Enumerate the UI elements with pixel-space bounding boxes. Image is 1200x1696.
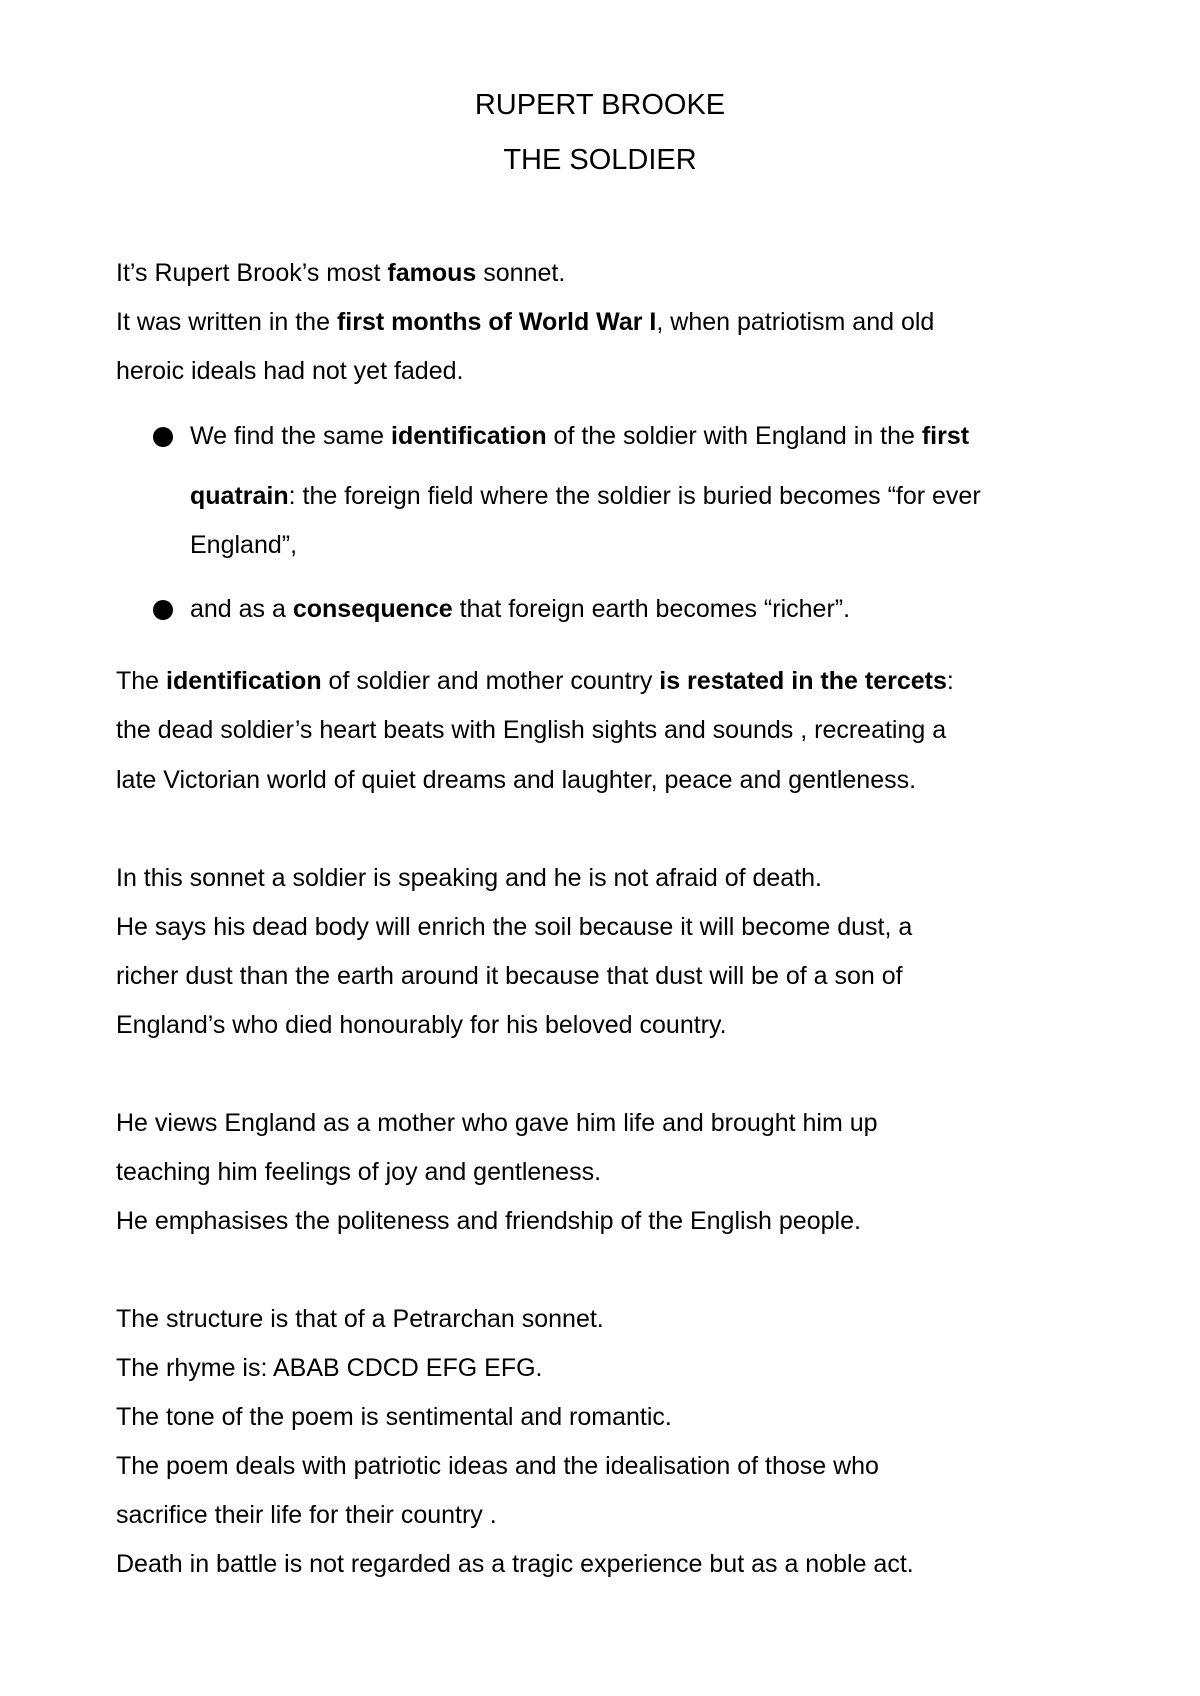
speaker-line-4: England’s who died honourably for his beloved country.	[116, 1011, 727, 1039]
speaker-line-3: richer dust than the earth around it because that dust will be of a son of	[116, 962, 903, 990]
tercets-line-1: The identification of soldier and mother country is restated in the tercets:	[116, 667, 954, 695]
speaker-line-2: He says his dead body will enrich the soil because it will become dust, a	[116, 913, 913, 941]
mother-line-1: He views England as a mother who gave him life and brought him up	[116, 1109, 878, 1137]
mother-line-3: He emphasises the politeness and friendship of the English people.	[116, 1207, 861, 1235]
intro-line-3: heroic ideals had not yet faded.	[116, 357, 464, 385]
bullet-2-line: and as a consequence that foreign earth becomes “richer”.	[190, 595, 851, 623]
bullet-1-line-1: We find the same identification of the soldier with England in the first	[190, 422, 970, 450]
mother-line-2: teaching him feelings of joy and gentleness.	[116, 1158, 602, 1186]
intro-line-2: It was written in the first months of World War I, when patriotism and old	[116, 308, 935, 336]
author-heading: RUPERT BROOKE	[474, 89, 726, 121]
bullet-1-line-3: England”,	[190, 531, 298, 559]
tercets-line-3: late Victorian world of quiet dreams and laughter, peace and gentleness.	[116, 766, 917, 794]
structure-line-4: The poem deals with patriotic ideas and the idealisation of those who	[116, 1452, 879, 1480]
tercets-line-2: the dead soldier’s heart beats with English sights and sounds , recreating a	[116, 716, 947, 744]
intro-line-1: It’s Rupert Brook’s most famous sonnet.	[116, 259, 566, 287]
structure-line-3: The tone of the poem is sentimental and romantic.	[116, 1403, 672, 1431]
poem-title: THE SOLDIER	[503, 144, 697, 176]
bullet-icon	[153, 427, 173, 447]
structure-line-1: The structure is that of a Petrarchan sonnet.	[116, 1305, 604, 1333]
structure-line-6: Death in battle is not regarded as a tragic experience but as a noble act.	[116, 1550, 914, 1578]
structure-line-5: sacrifice their life for their country .	[116, 1501, 497, 1529]
bullet-1-line-2: quatrain: the foreign field where the soldier is buried becomes “for ever	[190, 482, 981, 510]
bullet-icon	[153, 600, 173, 620]
speaker-line-1: In this sonnet a soldier is speaking and he is not afraid of death.	[116, 864, 823, 892]
structure-line-2: The rhyme is: ABAB CDCD EFG EFG.	[116, 1354, 543, 1382]
